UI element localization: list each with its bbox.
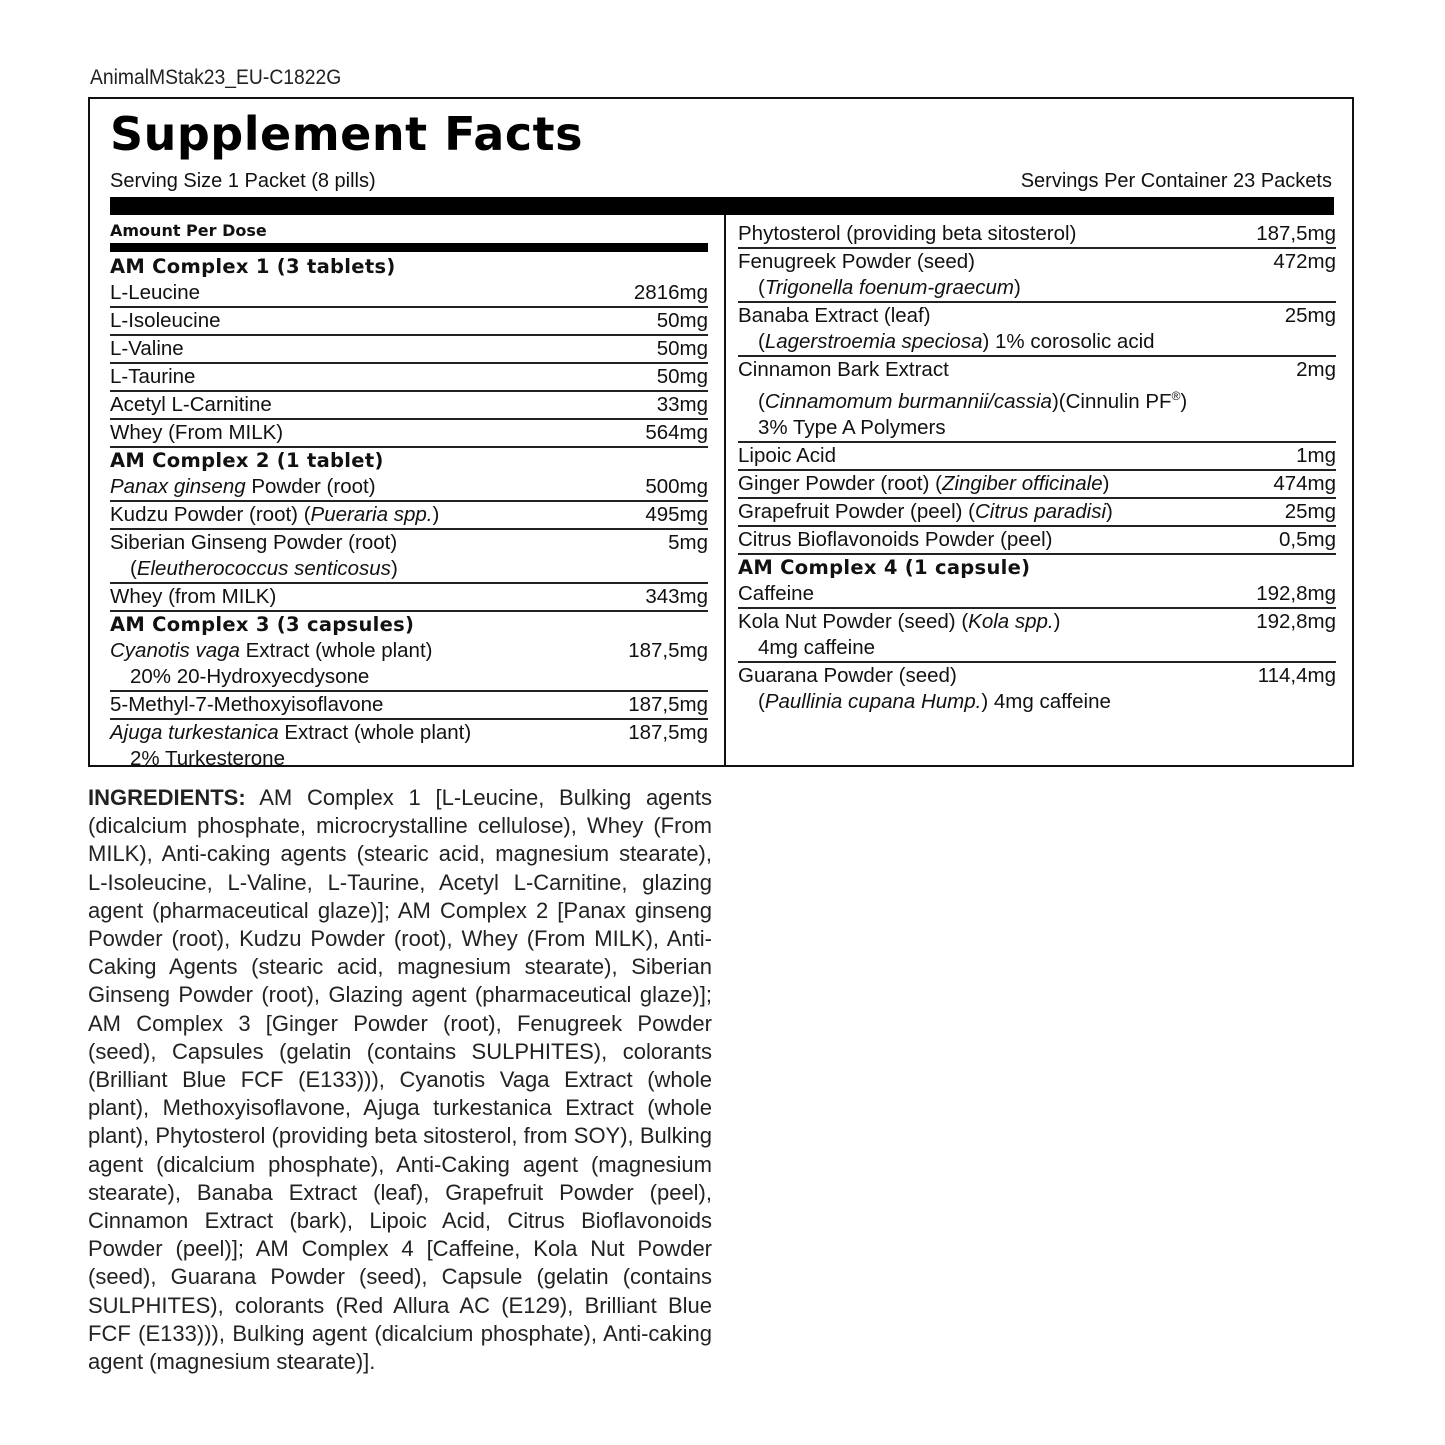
serving-size: Serving Size 1 Packet (8 pills) (110, 170, 376, 192)
product-code: AnimalMStak23_EU-C1822G (90, 66, 342, 89)
nutrient-row: Fenugreek Powder (seed) (Trigonella foenum-graecum) 472mg (738, 249, 1336, 303)
ingredients-label: INGREDIENTS: (88, 785, 246, 810)
nutrient-row: Whey (from MILK) 343mg (110, 584, 708, 612)
amount-per-dose-heading: Amount Per Dose (110, 221, 267, 240)
thick-divider (110, 197, 1334, 215)
nutrient-row: Guarana Powder (seed) (Paullinia cupana Hump.) 4mg caffeine 114,4mg (738, 663, 1336, 713)
complex-3-heading: AM Complex 3 (3 capsules) (110, 613, 415, 636)
nutrient-row: Cinnamon Bark Extract (Cinnamomum burmannii/cassia)(Cinnulin PF®) 3% Type A Polymers 2mg (738, 357, 1336, 443)
nutrient-row: Phytosterol (providing beta sitosterol) 187,5mg (738, 221, 1336, 249)
nutrient-row: Acetyl L-Carnitine 33mg (110, 392, 708, 420)
nutrient-row: Lipoic Acid 1mg (738, 443, 1336, 471)
panel-title: Supplement Facts (110, 107, 583, 161)
servings-per-container: Servings Per Container 23 Packets (1020, 170, 1332, 192)
nutrient-row: Caffeine 192,8mg (738, 581, 1336, 609)
nutrient-row: Kola Nut Powder (seed) (Kola spp.) 4mg caffeine 192,8mg (738, 609, 1336, 663)
ingredients-body: AM Complex 1 [L-Leucine, Bulking agents (dicalcium phosphate, microcrystalline cellulose), Whey (From MILK), Anti-caking agents (stearic acid, magnesium stearate), L-Isoleucine, L-Valine, L-Taurine, Acetyl L-Carnitine, glazing agent (pharmaceutical glaze)]; AM Complex 2 [Panax ginseng Powder (root), Kudzu Powder (root), Whey (From MILK), Anti-Caking Agents (stearic acid, magnesium stearate), Siberian Ginseng Powder (root), Glazing agent (pharmaceutical glaze)]; AM Complex 3 [Ginger Powder (root), Fenugreek Powder (seed), Capsules (gelatin (contains SULPHITES), colorants (Brilliant Blue FCF (E133))), Cyanotis Vaga Extract (whole plant), Methoxyisoflavone, Ajuga turkestanica Extract (whole plant), Phytosterol (providing beta sitosterol, from SOY), Bulking agent (dicalcium phosphate), Anti-Caking agent (magnesium stearate), Banaba Extract (leaf), Grapefruit Powder (peel), Cinnamon Extract (bark), Lipoic Acid, Citrus Bioflavonoids Powder (peel)]; AM Complex 4 [Caffeine, Kola Nut Powder (seed), Guarana Powder (seed), Capsule (gelatin (contains SULPHITES), colorants (Red Allura AC (E129), Brilliant Blue FCF (E133))), Bulking agent (dicalcium phosphate), Anti-caking agent (magnesium stearate)]. (88, 785, 712, 1375)
ingredients-text (88, 784, 712, 1376)
nutrient-row: Cyanotis vaga Extract (whole plant) 20% 20-Hydroxyecdysone 187,5mg (110, 638, 708, 692)
complex-4-heading: AM Complex 4 (1 capsule) (738, 555, 1031, 579)
nutrient-row: Citrus Bioflavonoids Powder (peel) 0,5mg (738, 527, 1336, 555)
nutrient-row: Ajuga turkestanica Extract (whole plant) 2% Turkesterone 187,5mg (110, 721, 708, 770)
nutrient-row: L-Valine 50mg (110, 336, 708, 364)
left-column (110, 219, 708, 772)
complex-1-heading: AM Complex 1 (3 tablets) (110, 255, 396, 278)
nutrient-row: Panax ginseng Powder (root) 500mg (110, 474, 708, 502)
supplement-facts-panel (88, 97, 1354, 770)
nutrient-row: L-Isoleucine 50mg (110, 308, 708, 336)
nutrient-row: Ginger Powder (root) (Zingiber officinale) 474mg (738, 471, 1336, 499)
right-column (738, 221, 1336, 715)
nutrient-row: Whey (From MILK) 564mg (110, 420, 708, 448)
column-divider (724, 215, 726, 765)
nutrient-row: L-Taurine 50mg (110, 364, 708, 392)
complex-2-heading: AM Complex 2 (1 tablet) (110, 449, 384, 472)
nutrient-row: Grapefruit Powder (peel) (Citrus paradisi) 25mg (738, 499, 1336, 527)
heading-bar (110, 243, 708, 252)
nutrient-row: Kudzu Powder (root) (Pueraria spp.) 495mg (110, 502, 708, 530)
nutrient-row: Banaba Extract (leaf) (Lagerstroemia speciosa) 1% corosolic acid 25mg (738, 303, 1336, 357)
nutrient-row: 5-Methyl-7-Methoxyisoflavone 187,5mg (110, 692, 708, 720)
nutrient-row: Siberian Ginseng Powder (root) (Eleutherococcus senticosus) 5mg (110, 530, 708, 584)
nutrient-row: L-Leucine 2816mg (110, 280, 708, 308)
